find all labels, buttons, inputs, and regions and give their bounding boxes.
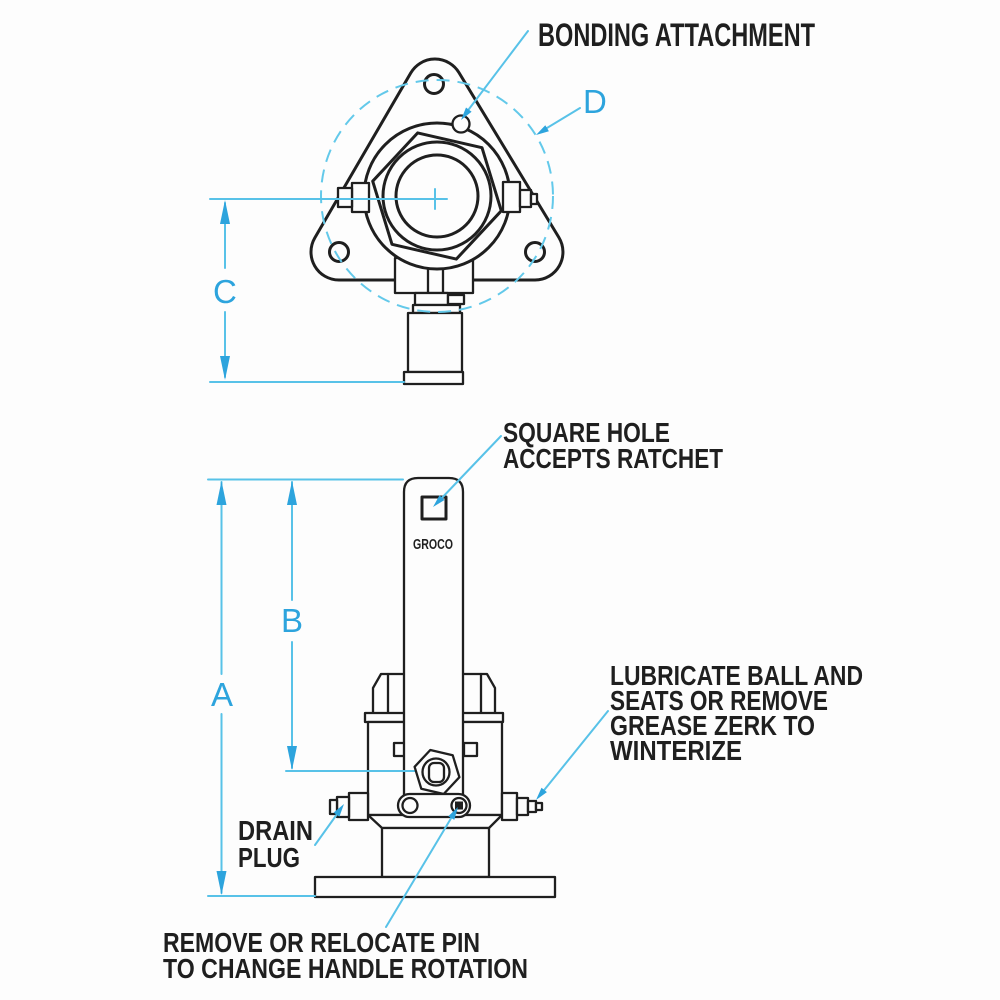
square-hole-label-1: SQUARE HOLE xyxy=(503,417,670,448)
terminal-right-inner xyxy=(503,182,520,212)
brand-logo: GROCO xyxy=(413,537,453,553)
dim-label-d: D xyxy=(583,83,607,120)
b-arrow-down xyxy=(287,746,297,770)
a-arrow-up xyxy=(217,481,227,505)
pin-hole-left xyxy=(403,798,418,813)
c-arrow-down xyxy=(220,356,230,380)
terminal-left-inner xyxy=(352,183,369,212)
pin-label-2: TO CHANGE HANDLE ROTATION xyxy=(163,953,528,984)
zerk-fitting-mid xyxy=(517,798,528,815)
drain-plug-inner xyxy=(349,793,368,820)
bore-circle xyxy=(396,155,478,237)
terminal-left-outer xyxy=(338,188,352,207)
step-fitting-left xyxy=(415,293,448,305)
pin-label-1: REMOVE OR RELOCATE PIN xyxy=(163,927,480,958)
d-arrowhead xyxy=(536,125,549,135)
pipe-cap xyxy=(404,372,463,384)
dim-label-a: A xyxy=(211,676,234,713)
bonding-label: BONDING ATTACHMENT xyxy=(538,17,816,53)
lubricate-leader xyxy=(541,711,608,794)
zerk-fitting-neck xyxy=(528,801,536,812)
a-arrow-down xyxy=(217,871,227,895)
dim-label-c: C xyxy=(213,273,237,310)
d-leader-line xyxy=(542,108,580,131)
c-arrow-up xyxy=(220,200,230,224)
drain-plug-leader xyxy=(315,810,340,845)
handle-pin xyxy=(455,802,463,810)
square-hole-label-2: ACCEPTS RATCHET xyxy=(503,443,723,474)
drain-plug-label-1: DRAIN xyxy=(238,815,313,846)
base-neck xyxy=(382,828,489,877)
pipe-body xyxy=(408,313,462,372)
zerk-fitting-tip xyxy=(536,803,542,810)
collar xyxy=(413,305,460,313)
b-arrow-up xyxy=(287,481,297,505)
base-flange xyxy=(315,877,555,897)
bonding-lug xyxy=(453,116,470,133)
lubricate-label-4: WINTERIZE xyxy=(610,735,742,766)
drain-plug-label-2: PLUG xyxy=(238,842,300,873)
square-hole-leader xyxy=(438,436,501,502)
dim-label-b: B xyxy=(281,602,304,639)
terminal-right-tip xyxy=(531,194,537,204)
lubricate-label-1: LUBRICATE BALL AND xyxy=(610,660,863,691)
side-view xyxy=(163,417,863,984)
top-view xyxy=(210,17,815,384)
step-fitting-right xyxy=(448,295,464,304)
zerk-fitting-inner xyxy=(502,793,517,820)
body-tab-right xyxy=(464,743,477,756)
terminal-right-mid xyxy=(520,190,531,207)
bonding-leader-line xyxy=(466,31,528,113)
lubricate-label-2: SEATS OR REMOVE xyxy=(610,685,828,716)
lubricate-label-3: GREASE ZERK TO xyxy=(610,710,815,741)
